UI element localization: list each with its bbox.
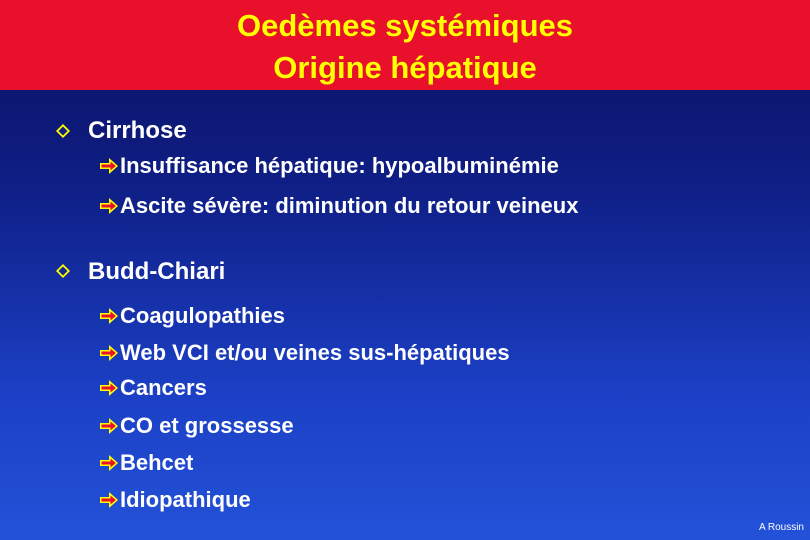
list-item-text: Cancers — [120, 375, 207, 400]
arrow-right-icon — [100, 198, 118, 214]
slide-title: Oedèmes systémiques — [236, 8, 573, 43]
list-item-text: Insuffisance hépatique: hypoalbuminémie — [120, 153, 559, 178]
section-heading-budd-chiari: Budd-Chiari — [88, 258, 226, 285]
arrow-right-icon — [100, 380, 118, 396]
arrow-right-icon — [100, 345, 118, 361]
arrow-right-icon — [100, 418, 118, 434]
list-item-text: Behcet — [120, 450, 194, 475]
list-item-text: CO et grossesse — [120, 413, 294, 438]
slide-subtitle: Origine hépatique — [273, 50, 537, 85]
arrow-right-icon — [100, 308, 118, 324]
list-item-text: Ascite sévère: diminution du retour veineux — [120, 193, 579, 218]
section-heading-cirrhose: Cirrhose — [88, 117, 187, 144]
list-item-text: Coagulopathies — [120, 303, 286, 328]
list-item-text: Idiopathique — [120, 487, 251, 512]
diamond-bullet-icon — [56, 124, 70, 138]
title-bar — [0, 0, 810, 90]
arrow-right-icon — [100, 455, 118, 471]
author-credit: A Roussin — [758, 522, 804, 533]
arrow-right-icon — [100, 158, 118, 174]
arrow-right-icon — [100, 492, 118, 508]
list-item-text: Web VCI et/ou veines sus-hépatiques — [120, 340, 510, 365]
diamond-bullet-icon — [56, 264, 70, 278]
